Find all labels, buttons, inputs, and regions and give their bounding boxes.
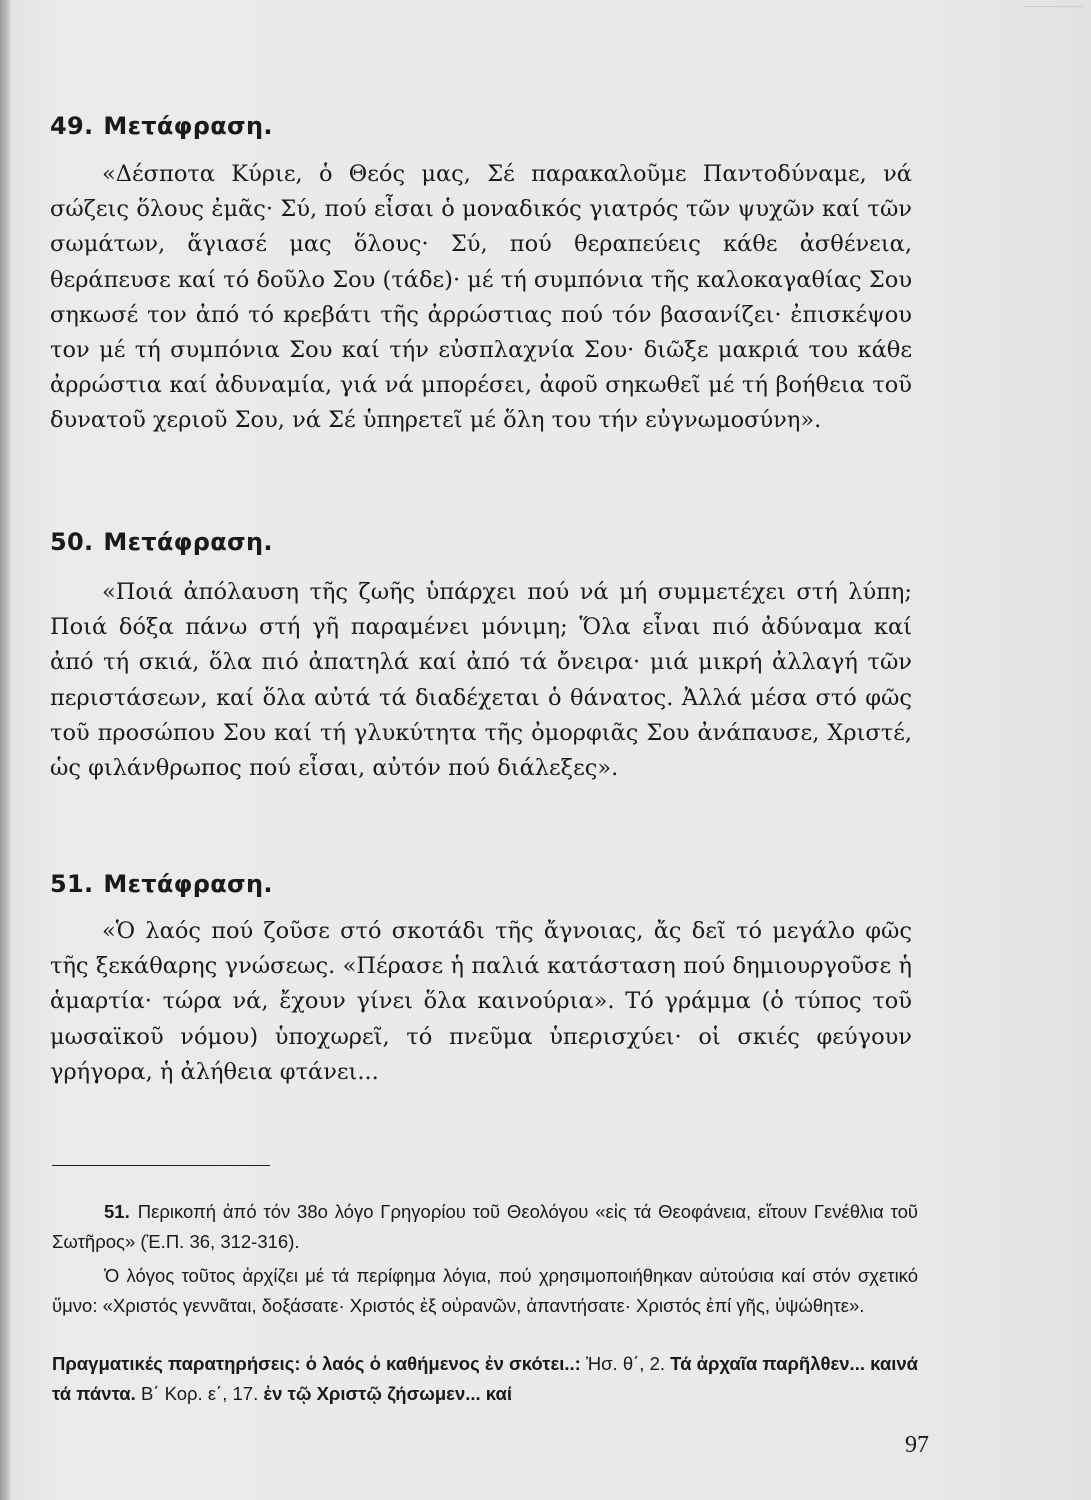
section-number: 50. — [50, 528, 94, 556]
note-quote: ἐν τῷ Χριστῷ ζήσωμεν... καί — [263, 1383, 513, 1404]
section-49-heading — [50, 112, 273, 140]
footnote-number: 51. — [104, 1201, 130, 1222]
corner-mark — [1023, 6, 1083, 37]
section-51-heading — [50, 870, 273, 898]
section-51-text: «Ὁ λαός πού ζοῦσε στό σκοτάδι τῆς ἄγνοιας, ἄς δεῖ τό μεγάλο φῶς τῆς ξεκάθαρης γνώσεως. «Πέρασε ἡ παλιά κατάσταση πού δημιουργοῦσε ἡ ἁμαρτία· τώρα νά, ἔχουν γίνει ὅλα καινούρια». Τό γράμμα (ὁ τύπος τοῦ μωσαϊκοῦ νόμου) ὑποχωρεῖ, τό πνεῦμα ὑπερισχύει· οἱ σκιές φεύγουν γρήγορα, ἡ ἀλήθεια φτάνει... — [50, 918, 912, 1085]
note-reference: Ἠσ. θ΄, 2. — [580, 1353, 671, 1374]
section-50-heading — [50, 528, 273, 556]
note-reference: Β΄ Κορ. ε΄, 17. — [135, 1383, 264, 1404]
section-number: 49. — [50, 112, 94, 140]
section-title: Μετάφραση. — [103, 870, 273, 898]
footnote-notes — [52, 1349, 918, 1409]
footnote-source-text: Περικοπή ἀπό τόν 38ο λόγο Γρηγορίου τοῦ Θεολόγου «εἰς τά Θεοφάνεια, εἴτουν Γενέθλια τοῦ Σωτῆρος» (Ἑ.Π. 36, 312-316). — [52, 1201, 918, 1252]
section-49-text: «Δέσποτα Κύριε, ὁ Θεός μας, Σέ παρακαλοῦμε Παντοδύναμε, νά σώζεις ὅλους ἐμᾶς· Σύ, πού εἶσαι ὁ μοναδικός γιατρός τῶν ψυχῶν καί τῶν σωμάτων, ἅγιασέ μας ὅλους· Σύ, πού θεραπεύεις κάθε ἀσθένεια, θεράπευσε καί τό δοῦλο Σου (τάδε)· μέ τή συμπόνια τῆς καλοκαγαθίας Σου σηκωσέ τον ἀπό τό κρεβάτι τῆς ἀρρώστιας πού τόν βασανίζει· ἐπισκέψου τον μέ τή συμπόνια Σου καί τήν εὐσπλαχνία Σου· διῶξε μακριά του κάθε ἀρρώστια καί ἀδυναμία, γιά νά μπορέσει, ἀφοῦ σηκωθεῖ μέ τή βοήθεια τοῦ δυνατοῦ χεριοῦ Σου, νά Σέ ὑπηρετεῖ μέ ὅλη του τήν εὐγνωμοσύνη». — [50, 161, 912, 434]
footnote-hymn: Ὁ λόγος τοῦτος ἀρχίζει μέ τά περίφημα λόγια, πού χρησιμοποιήθηκαν αὐτούσια καί στόν σχετικό ὕμνο: «Χριστός γεννᾶται, δοξάσατε· Χριστός ἐξ οὐρανῶν, ἀπαντήσατε· Χριστός ἐπί γῆς, ὑψώθητε». — [52, 1265, 918, 1316]
section-title: Μετάφραση. — [103, 528, 273, 556]
note-quote: Τά ἀρχαῖα παρῆλθεν... καινά τά πάντα. — [52, 1353, 918, 1404]
note-label: Πραγματικές παρατηρήσεις: ὁ λαός ὁ καθήμενος ἐν σκότει..: — [52, 1353, 581, 1374]
section-50-text: «Ποιά ἀπόλαυση τῆς ζωῆς ὑπάρχει πού νά μή συμμετέχει στή λύπη; Ποιά δόξα πάνω στή γῆ παραμένει μόνιμη; Ὅλα εἶναι πιό ἀδύναμα καί ἀπό τή σκιά, ὅλα πιό ἀπατηλά καί ἀπό τά ὄνειρα· μιά μικρή ἀλλαγή τῶν περιστάσεων, καί ὅλα αὐτά τά διαδέχεται ὁ θάνατος. Ἀλλά μέσα στό φῶς τοῦ προσώπου Σου καί τή γλυκύτητα τῆς ὀμορφιᾶς Σου ἀνάπαυσε, Χριστέ, ὡς φιλάνθρωπος πού εἶσαι, αὐτόν πού διάλεξες». — [50, 579, 912, 782]
section-title: Μετάφραση. — [103, 112, 273, 140]
footnote-rule — [52, 1165, 270, 1166]
section-number: 51. — [50, 870, 94, 898]
book-spine-shadow — [0, 0, 10, 1500]
page-number: 97 — [905, 1432, 929, 1458]
footnote-source — [52, 1197, 918, 1257]
